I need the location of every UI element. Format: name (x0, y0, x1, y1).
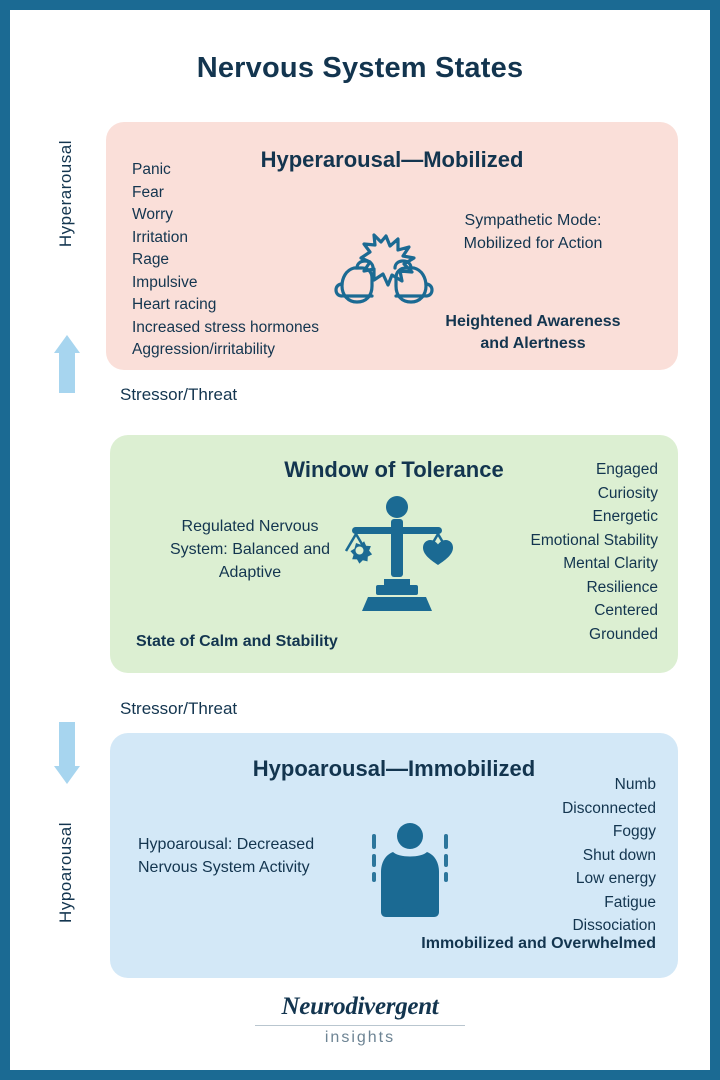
axis-label-hypoarousal: Hypoarousal (56, 822, 75, 923)
list-item: Fear (132, 183, 164, 201)
page-title: Nervous System States (196, 52, 524, 84)
hyperarousal-note (408, 311, 658, 355)
list-item: Rage (132, 251, 170, 268)
list-item: Grounded (589, 625, 658, 643)
list-item: Panic (132, 161, 171, 178)
panel-window-of-tolerance (110, 435, 678, 673)
brand-subtitle: insights (324, 1029, 396, 1046)
mode-line-2: Mobilized for Action (463, 235, 603, 252)
hypoarousal-blurb (138, 833, 368, 879)
window-keyword-list (488, 458, 658, 646)
list-item: Increased stress hormones (132, 318, 319, 336)
list-item: Dissociation (572, 917, 656, 934)
list-item: Heart racing (132, 296, 217, 313)
boxing-gloves-icon (324, 232, 444, 317)
arrow-up-icon (54, 335, 80, 393)
blurb-line-2: Nervous System Activity (138, 859, 310, 876)
stressor-label-top: Stressor/Threat (120, 385, 238, 404)
list-item: Emotional Stability (530, 531, 658, 549)
note-line-1: Heightened Awareness (445, 313, 621, 330)
footer-logo (10, 993, 710, 1047)
arrow-down-icon (54, 722, 80, 784)
list-item: Mental Clarity (563, 555, 658, 572)
note-line-2: and Alertness (480, 335, 586, 352)
blurb-line-1: Hypoarousal: Decreased (138, 836, 315, 853)
panel-hypoarousal-title: Hypoarousal—Immobilized (252, 756, 536, 781)
panel-hyperarousal-title: Hyperarousal—Mobilized (260, 147, 524, 172)
hyperarousal-symptom-list (132, 159, 319, 362)
infographic-canvas (10, 10, 710, 1070)
list-item: Impulsive (132, 273, 198, 291)
list-item: Curiosity (597, 484, 658, 502)
list-item: Energetic (592, 508, 658, 525)
panel-hyperarousal (106, 122, 678, 370)
window-note: State of Calm and Stability (136, 633, 338, 650)
list-item: Centered (594, 602, 658, 619)
list-item: Foggy (612, 823, 656, 840)
list-item: Resilience (586, 578, 658, 596)
brand-name: Neurodivergent (281, 993, 439, 1020)
list-item: Fatigue (604, 893, 656, 911)
list-item: Shut down (582, 846, 656, 864)
hypoarousal-note: Immobilized and Overwhelmed (421, 935, 656, 952)
axis-label-hyperarousal: Hyperarousal (56, 140, 75, 248)
blurb-line-3: Adaptive (218, 564, 282, 581)
list-item: Engaged (595, 461, 658, 478)
list-item: Worry (132, 206, 174, 223)
blurb-line-1: Regulated Nervous (181, 518, 319, 535)
mode-line-1: Sympathetic Mode: (464, 212, 602, 229)
stressor-label-bottom: Stressor/Threat (120, 699, 238, 718)
slumped-person-icon (360, 808, 460, 923)
hyperarousal-mode-text (408, 209, 658, 255)
list-item: Irritation (132, 228, 188, 246)
list-item: Low energy (575, 870, 656, 887)
blurb-line-2: System: Balanced and (169, 541, 331, 558)
panel-hypoarousal (110, 733, 678, 978)
divider (255, 1025, 465, 1026)
list-item: Disconnected (562, 799, 656, 817)
list-item: Aggression/irritability (132, 341, 275, 358)
list-item: Numb (614, 776, 656, 793)
panel-window-title: Window of Tolerance (284, 457, 504, 482)
hypoarousal-keyword-list (476, 773, 656, 938)
balance-scale-person-icon (332, 493, 462, 628)
window-blurb (140, 515, 360, 584)
